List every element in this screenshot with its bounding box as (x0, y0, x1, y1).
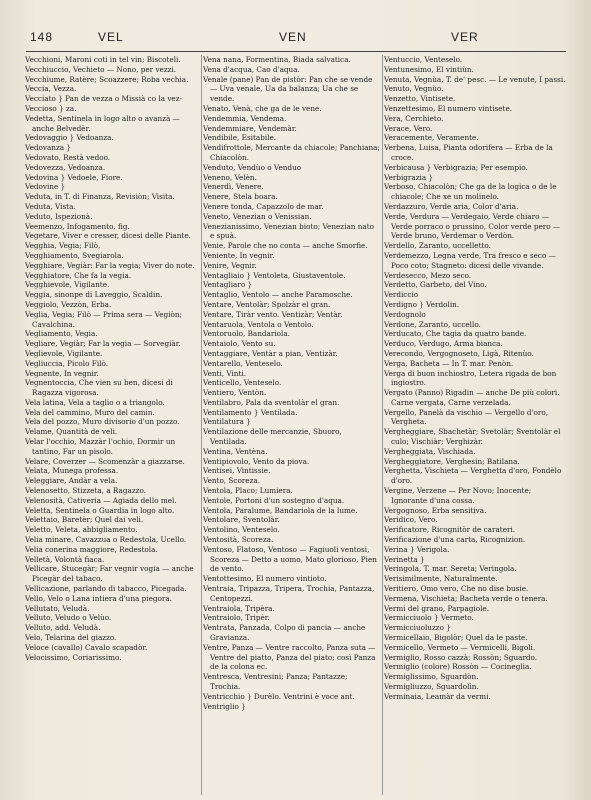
dictionary-entry: Verducato, Che tagia da quatro bande. (384, 329, 527, 339)
dictionary-entry: Vellutato, Veludà. (25, 603, 90, 613)
dictionary-entry: Venti, Vinti. (203, 368, 247, 378)
dictionary-entry: Ventarello, Venteselo. (203, 358, 283, 368)
dictionary-entry: Ventare, Ventolàr; Spolzàr el gran. (203, 299, 331, 309)
running-head-center: VEN (279, 30, 307, 44)
dictionary-entry: Vendibile, Esitabile. (203, 133, 277, 143)
dictionary-entry: Ventre, Panza — Ventre raccolto, Panza suta — Ventre del piatto, Panza del piato; così Panza de la colona ec. (203, 642, 376, 672)
dictionary-entry: Velia minare, Cavazzua o Redestola, Ucello. (25, 535, 187, 545)
dictionary-entry: Vergato (Panno) Rigadin — anche De più colori. Carne vergata, Carne verzelada. (384, 388, 560, 407)
dictionary-entry: Verdemezzo, Legna verde, Tra fresco e seco — Poco coto; Stagneto: dicesi delle vivande. (384, 250, 556, 270)
column-center (203, 55, 380, 795)
dictionary-entry: Veglia, Vegia; Filò — Prima sera — Vegiòn; Cavalchina. (25, 309, 182, 329)
dictionary-entry: Vedovezza, Vedoanza. (25, 162, 106, 172)
dictionary-entry: Vegliare, Vegiàr; Far la vegia — Sorvegiàr. (25, 339, 181, 349)
dictionary-entry: Velluto, add. Veludà. (25, 623, 101, 633)
dictionary-entry: Velettaio, Baretèr; Quel dai veli. (25, 515, 144, 525)
dictionary-entry: Vedovanza } (25, 143, 72, 153)
dictionary-entry: Vedovaggio } Vedoanza. (25, 133, 114, 143)
dictionary-entry: Verificazione d'una carta, Ricognizion. (384, 535, 526, 545)
dictionary-entry: Vermicciuoluzzo } (384, 623, 451, 633)
dictionary-entry: Ventraiolo, Tripèr. (203, 613, 270, 623)
dictionary-entry: Ventole, Portoni d'un sostegno d'aqua. (203, 495, 345, 505)
dictionary-entry: Ventaglio, Ventolo — anche Paramosche. (203, 290, 353, 300)
dictionary-entry: Velia conerina maggiore, Redestola. (25, 544, 158, 554)
dictionary-entry: Vena d'acqua, Cao d'aqua. (203, 64, 300, 74)
dictionary-entry: Venale (pane) Pan de pistòr: Pan che se vende — Uva venale, Ua da balanza; Ua che se vende. (203, 74, 373, 104)
dictionary-entry: Vendifrottole, Mercante da chiacole; Panchiana; Chiacolòn. (203, 143, 380, 162)
dictionary-entry: Verde, Verdura — Verdegaio, Verde chiaro — Verde porraco o prussino, Color verde pero — Verde bruno, Verdemar o Verdòn. (384, 211, 561, 241)
dictionary-entry: Vermigliuzzo, Sguardolìn. (384, 682, 479, 691)
dictionary-entry: Vermena, Vischieta; Bacheta verde o tenera. (384, 593, 548, 603)
dictionary-entry: Veggiolo, Vezzòn, Erba. (25, 299, 112, 309)
column-divider (201, 55, 202, 795)
dictionary-entry: Vegetare, Viver e cresser, dicesi delle Piante. (25, 231, 191, 241)
dictionary-entry: Verga, Bacheta — In T. mar. Penòn. (384, 358, 514, 368)
dictionary-entry: Veringola, T. mar. Sereta; Veringola. (384, 564, 517, 574)
dictionary-entry: Venticello, Venteselo. (203, 378, 282, 388)
dictionary-entry: Ventola, Paralume, Bandariola de la lume. (203, 505, 358, 515)
dictionary-entry: Veracemente, Veramente. (384, 133, 479, 143)
dictionary-entry: Venire, Vegnir. (203, 260, 257, 270)
running-head-right: VER (451, 30, 479, 44)
dictionary-entry: Velo, Telarina del giazzo. (25, 633, 117, 643)
dictionary-entry: Veridico, Vero. (384, 515, 438, 525)
dictionary-entry: Ventraia, Tripazza, Tripera, Trochia, Pantazza, Centopezzi. (203, 584, 375, 603)
dictionary-entry: Ventolino, Venteselo. (203, 525, 280, 535)
dictionary-entry: Verecondo, Vergognoseto, Ligà, Ritenùo. (384, 348, 534, 358)
dictionary-entry: Vergheggiatore, Verghesin; Batilana. (384, 456, 520, 466)
dictionary-entry: Vermicello, Vermeto — Vermicelli, Bigoli. (384, 642, 536, 652)
dictionary-entry: Veletto, Veleta, abbigliamento. (25, 525, 138, 535)
dictionary-entry: Ventaiolo, Vento su. (203, 339, 276, 349)
dictionary-entry: Velletà, Volontà fiaca. (25, 554, 105, 564)
dictionary-entry: Vellicare, Stucegàr; Far vegnir vogia — anche Picegàr del tabaco. (25, 564, 194, 584)
dictionary-entry: Vela del pozzo, Muro divisorio d'un pozzo. (25, 417, 180, 427)
dictionary-entry: Veleggiare, Andàr a vela. (25, 476, 118, 486)
dictionary-entry: Venduto, Vendùo o Venduo (203, 162, 302, 172)
dictionary-entry: Ventilazione delle mercanzie, Sbuoro, Ventilada. (203, 427, 342, 447)
dictionary-entry: Vecchioni, Maroni coti in tel vin; Biscoteli. (25, 55, 181, 64)
dictionary-entry: Vela del cammino, Muro del camin. (25, 407, 155, 417)
dictionary-entry: Verdigno } Verdolin. (384, 299, 460, 309)
dictionary-entry: Verdello, Zaranto, uccelletto. (384, 241, 491, 251)
dictionary-entry: Ventisei, Vintissie. (203, 466, 271, 476)
dictionary-entry: Verga di buon inchiostro, Letera rigada de bon ingiostro. (384, 368, 557, 388)
dictionary-entry: Ventilamento } Ventilada. (203, 407, 298, 417)
dictionary-entry: Vegghiamento, Svegiarola. (25, 250, 124, 260)
dictionary-entry: Verificatore, Ricognitòr de carateri. (384, 525, 516, 535)
page-number: 148 (30, 30, 54, 44)
dictionary-entry: Ventoruolo, Bandariola. (203, 329, 290, 339)
dictionary-entry: Vergheggiare, Sbachetàr; Svetolàr; Sventolàr el culo; Vischiàr; Verghizàr. (384, 427, 561, 447)
dictionary-entry: Veloce (cavallo) Cavalo scapadòr. (25, 642, 148, 652)
dictionary-entry: Verdazzuro, Verde aria, Color d'aria. (384, 201, 519, 211)
dictionary-entry: Velenosità, Cativeria — Agiada dello mel. (25, 495, 177, 505)
dictionary-entry: Vecciato } Pan de vezza o Missià co la vez- (25, 94, 182, 104)
dictionary-entry: Venere tonda, Capazzolo de mar. (203, 201, 324, 211)
dictionary-entry: Velocissimo, Coriarissimo. (25, 652, 122, 662)
dictionary-entry: Verdetto, Garbeto, del Vino. (384, 280, 487, 290)
dictionary-entry: Vergognoso, Erba sensitiva. (384, 505, 487, 515)
dictionary-entry: Venzetto, Vintisete. (384, 94, 456, 104)
dictionary-entry: Vergine, Verzene — Per Novo; Inocente; Ignorante d'una cossa. (384, 486, 532, 505)
dictionary-entry: Verdiccio (384, 290, 419, 300)
dictionary-entry: Verisimilmente, Naturalmente. (384, 574, 498, 584)
dictionary-entry: Ventolare, Sventolàr. (203, 515, 280, 525)
dictionary-entry: Verbicausa } Verbigrazia; Per esempio. (384, 162, 528, 172)
dictionary-entry: Veemenzo, Infogamento, fig. (25, 221, 130, 231)
dictionary-entry: Ventoso, Flatoso, Ventoso — Fagiuoli ventosi, Scoreza — Detto a uomo, Mato glorioso, Pien de vento. (203, 544, 377, 574)
dictionary-entry: Veccioso } za. (25, 103, 77, 113)
dictionary-entry: Verdesecco, Mezo seco. (384, 270, 472, 280)
dictionary-entry: Veniente, In vegnir. (203, 250, 275, 260)
dictionary-entry: Ventuccio, Venteselo. (384, 55, 463, 64)
dictionary-entry: Ventagliaio } Ventoleta, Giustaventole. (203, 270, 346, 280)
dictionary-entry: Ventina, Ventèna. (203, 446, 268, 456)
dictionary-entry: Vedovato, Restà vedoo. (25, 152, 111, 162)
dictionary-entry: Vegnente, In vegnir. (25, 368, 99, 378)
dictionary-entry: Velare, Coverzer — Scomenzàr a giazzarse. (25, 456, 185, 466)
dictionary-entry: Venato, Venà, che ga de le vene. (203, 103, 322, 113)
dictionary-entry: Vera, Cerchieto. (384, 113, 444, 123)
dictionary-entry: Vecchiuccio, Vechieto — Nono, per vezzi. (25, 64, 177, 74)
dictionary-entry: Venere, Stela boara. (203, 192, 278, 202)
dictionary-entry: Vento, Scoreza. (203, 476, 261, 486)
dictionary-entry: Venie, Parole che no conta — anche Smorfie. (203, 241, 368, 251)
dictionary-entry: Veletta, Sentinela o Guardia in logo alto. (25, 505, 175, 515)
dictionary-entry: Venuta, Vegnùa, T. de' pesc. — Le venute, I passi. (384, 74, 566, 84)
running-head-left: VEL (98, 30, 124, 44)
dictionary-entry: Velame, Quantità de veli. (25, 427, 118, 437)
dictionary-entry: Veduta, Vista. (25, 201, 76, 211)
dictionary-entry: Ventaggiare, Ventàr a pian, Ventizàr. (203, 348, 338, 358)
dictionary-entry: Ventilatura } (203, 417, 251, 427)
dictionary-entry: Ventottesimo, El numero vintioto. (203, 574, 327, 584)
dictionary-entry: Verghetta, Vischieta — Verghetta d'oro, Fondèlo d'oro. (384, 466, 562, 486)
dictionary-entry: Ventrata, Panzada, Colpo di pancia — anche Gravianza. (203, 623, 366, 643)
dictionary-entry: Vena nana, Formentina, Biada salvatica. (203, 55, 351, 64)
dictionary-entry: Verboso, Chiacolòn; Che ga de la logica o de le chiacole; Che xe un molinelo. (384, 182, 557, 202)
column-left (25, 55, 200, 795)
dictionary-entry: Vedovina } Vedoele, Fiore. (25, 172, 123, 182)
dictionary-entry: Venerdì, Venere. (203, 182, 264, 192)
dictionary-entry: Vergheggiata, Vischiada. (384, 446, 476, 456)
dictionary-entry: Vendemmiare, Vendemàr. (203, 123, 297, 133)
dictionary-entry: Vendemmia, Vendema. (203, 113, 287, 123)
dictionary-entry: Vedetta, Sentinela in logo alto o avanzà — anche Belvedèr. (25, 113, 180, 133)
dictionary-entry: Vecchiume, Ratère; Scoazzere; Roba vechia. (25, 74, 189, 84)
dictionary-entry: Vermiglio, Rosso cazzà; Rossòn; Sguardo. (384, 652, 538, 662)
dictionary-entry: Vegnentoccia, Che vien su ben, dicesi di Ragazza vigorosa. (25, 378, 173, 398)
dictionary-entry: Velar l'occhio, Mazzàr l'ochio, Dormir un tantino, Far un pisolo. (25, 437, 176, 456)
dictionary-entry: Vegghiare, Vegiàr: Far la vegia; Viver do note. (25, 260, 195, 270)
dictionary-entry: Verbigrazia } (384, 172, 434, 182)
dictionary-entry: Venzettesimo, El numero vintisete. (384, 103, 513, 113)
dictionary-entry: Verina } Verigola. (384, 544, 450, 554)
dictionary-entry: Ventipiovolo, Vento da piova. (203, 456, 310, 466)
dictionary-entry: Vegghia, Vegia; Filò, (25, 241, 101, 251)
dictionary-entry: Verminaia, Leamàr da vermi. (384, 691, 491, 701)
header-rule (26, 51, 566, 52)
dictionary-entry: Ventilabro, Pala da sventolàr el gran. (203, 397, 340, 407)
dictionary-entry: Vermiglissimo, Sguardòn. (384, 672, 479, 682)
dictionary-entry: Veritiero, Omo vero, Che no dise busie. (384, 584, 529, 594)
dictionary-entry: Veduta, in T. di Finanza, Revisiòn; Visita. (25, 192, 175, 202)
dictionary-entry: Vermi del grano, Parpagiole. (384, 603, 489, 613)
dictionary-entry: Venuto, Vegnùo. (384, 84, 444, 94)
dictionary-entry: Vermicciuolo } Vermeto. (384, 613, 474, 623)
dictionary-entry: Velata, Munega professa. (25, 466, 119, 476)
dictionary-entry: Ventare, Tiràr vento. Ventizàr; Ventàr. (203, 309, 343, 319)
dictionary-entry: Veggia, sinonpe di Laveggio, Scaldin. (25, 290, 163, 300)
dictionary-entry: Vergello, Panelà da vischio — Vergello d'oro, Vergheta. (384, 407, 549, 427)
dictionary-entry: Verduco, Verdugo, Arma bianca. (384, 339, 503, 349)
dictionary-entry: Vermicellaio, Bigolòr; Quel da le paste. (384, 633, 528, 643)
dictionary-entry: Ventunesimo, El vintiùn. (384, 64, 474, 74)
dictionary-entry: Veneno, Velèn. (203, 172, 257, 182)
page-header (0, 30, 591, 50)
dictionary-entry: Ventiero, Ventòn. (203, 388, 267, 398)
dictionary-entry: Verinetta } (384, 554, 425, 564)
dictionary-entry: Verdognolo (384, 309, 426, 319)
dictionary-entry: Verbena, Luisa, Pianta odorifera — Erba de la croce. (384, 143, 553, 162)
dictionary-entry: Ventaruola, Ventola o Ventolo. (203, 319, 314, 329)
dictionary-entry: Veneto, Venezian o Venissian. (203, 211, 312, 221)
dictionary-entry: Verace, Vero. (384, 123, 433, 133)
dictionary-entry: Ventricchio } Durèlo. Ventrini è voce ant. (203, 691, 355, 701)
dictionary-entry: Ventraiola, Tripèra. (203, 603, 275, 613)
dictionary-entry: Vellicazione, parlando di tabacco, Picegada. (25, 584, 187, 594)
dictionary-entry: Vello, Velo o Lana intiera d'una piegora. (25, 593, 172, 603)
dictionary-entry: Vedovine } (25, 182, 66, 192)
dictionary-entry: Vegghievole, Vigilante. (25, 280, 110, 290)
dictionary-entry: Vegliamento, Vegia. (25, 329, 98, 339)
dictionary-entry: Vegghiatore, Che fa la vegia. (25, 270, 132, 280)
dictionary-entry: Velluto, Veludo o Velùo. (25, 613, 112, 623)
dictionary-entry: Venezianissimo, Venezian bioto; Venezian nato e spuà. (203, 221, 375, 241)
dictionary-entry: Veglievole, Vigilante. (25, 348, 103, 358)
dictionary-entry: Ventagliaro } (203, 280, 253, 290)
dictionary-entry: Vermiglio (colore) Rossòn — Cocineglia. (384, 662, 532, 672)
dictionary-entry: Verdone, Zaranto, uccello. (384, 319, 481, 329)
dictionary-entry: Ventola, Placo; Lumiera. (203, 486, 293, 496)
dictionary-entry: Veccia, Vezza. (25, 84, 77, 94)
dictionary-entry: Veduto, Ispezionà. (25, 211, 93, 221)
column-divider (382, 55, 383, 795)
dictionary-entry: Ventriglio } (203, 701, 246, 711)
dictionary-entry: Ventosità, Scoreza. (203, 535, 274, 545)
dictionary-entry: Velenosetto, Stizzeta, a Ragazzo. (25, 486, 147, 496)
column-right (384, 55, 566, 795)
dictionary-entry: Ventresca, Ventresini; Panza; Pantazze; Trochia. (203, 672, 348, 691)
dictionary-entry: Vegliuccia, Picolo Filò. (25, 358, 108, 368)
dictionary-entry: Vela latina, Vela a taglio o a triangolo. (25, 397, 165, 407)
